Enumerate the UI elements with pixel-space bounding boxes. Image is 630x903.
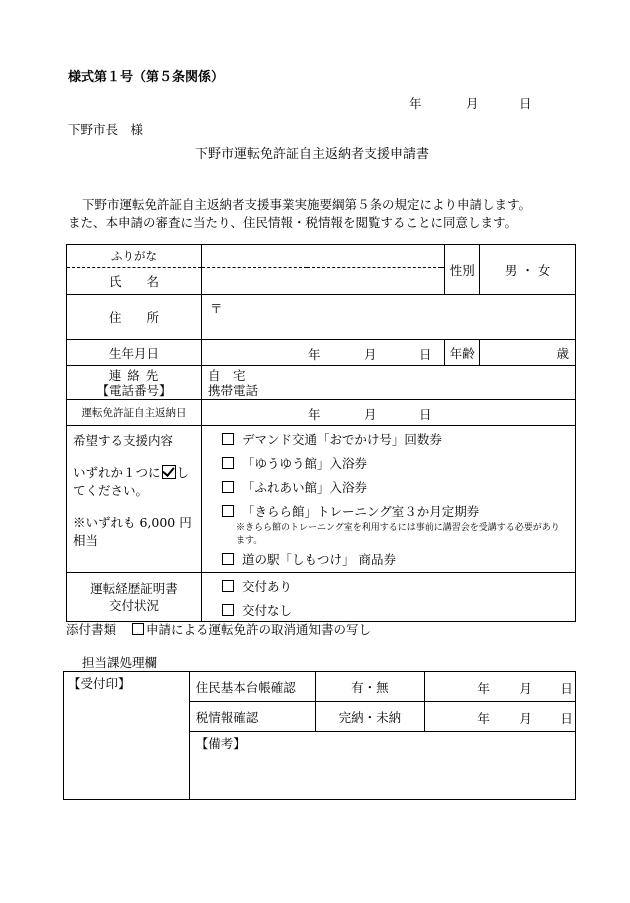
addressee: 下野市長 様 bbox=[68, 122, 144, 137]
age-label: 年齢 bbox=[445, 340, 480, 366]
received-stamp-label: 【受付印】 bbox=[68, 676, 131, 691]
resident-registry-status[interactable]: 有・無 bbox=[315, 672, 425, 702]
address-label: 住 所 bbox=[67, 295, 202, 340]
intro-line-2: また、本申請の審査に当たり、住民情報・税情報を閲覧することに同意します。 bbox=[68, 215, 518, 230]
remarks-cell[interactable] bbox=[189, 732, 575, 800]
checkbox-icon[interactable] bbox=[222, 505, 234, 517]
checkbox-icon[interactable] bbox=[132, 623, 144, 635]
birthdate-label: 生年月日 bbox=[67, 340, 202, 366]
surrender-date-label: 運転免許証自主返納日 bbox=[67, 400, 202, 426]
tax-year-label: 年 bbox=[477, 711, 490, 726]
support-instruction: いずれか１つに し bbox=[73, 465, 190, 480]
resident-registry-label: 住民基本台帳確認 bbox=[189, 672, 315, 702]
postal-mark: 〒 bbox=[209, 301, 223, 316]
intro-line-1: 下野市運転免許証自主返納者支援事業実施要綱第５条の規定により申請します。 bbox=[82, 197, 532, 212]
contact-label-line2: 【電話番号】 bbox=[96, 382, 172, 398]
document-title: 下野市運転免許証自主返納者支援申請書 bbox=[195, 147, 430, 162]
surrender-month-label: 月 bbox=[363, 407, 377, 422]
birthdate-input[interactable] bbox=[201, 340, 444, 366]
birth-year-label: 年 bbox=[307, 347, 321, 362]
driving-record-label-line1: 運転経歴証明書 bbox=[90, 581, 178, 596]
support-options-cell bbox=[201, 426, 575, 573]
furigana-input[interactable] bbox=[201, 245, 444, 268]
name-label: 氏 名 bbox=[67, 268, 202, 295]
support-option-fureai[interactable]: 「ふれあい館」入浴券 bbox=[202, 476, 575, 500]
driving-record-options bbox=[201, 573, 575, 622]
support-label-cell bbox=[67, 426, 202, 573]
support-note-2: 相当 bbox=[73, 533, 99, 548]
checkbox-icon[interactable] bbox=[222, 457, 234, 469]
checkbox-icon[interactable] bbox=[222, 553, 234, 565]
tax-info-status[interactable]: 完納・未納 bbox=[315, 702, 425, 732]
furigana-label: ふりがな bbox=[67, 245, 202, 268]
contact-label bbox=[67, 366, 202, 400]
registry-day-label: 日 bbox=[560, 681, 573, 696]
not-issued-option[interactable]: 交付なし bbox=[202, 597, 575, 619]
support-option-kirara[interactable]: 「きらら館」トレーニング室３か月定期券 bbox=[202, 500, 575, 522]
issued-option[interactable]: 交付あり bbox=[202, 575, 575, 597]
contact-input[interactable] bbox=[201, 366, 575, 400]
registry-month-label: 月 bbox=[519, 681, 532, 696]
sex-label: 性別 bbox=[445, 245, 480, 295]
kirara-note: ※きらら館のトレーニング室を利用するには事前に講習会を受講する必要があります。 bbox=[235, 523, 560, 546]
support-instruction-cont: てください。 bbox=[73, 483, 149, 498]
received-stamp-cell bbox=[64, 672, 190, 800]
application-form-table bbox=[66, 244, 576, 622]
birth-day-label: 日 bbox=[418, 347, 432, 362]
support-option-michinoeki[interactable]: 道の駅「しもつけ」 商品券 bbox=[202, 550, 575, 572]
support-label-title: 希望する支援内容 bbox=[73, 433, 174, 448]
surrender-date-input[interactable] bbox=[201, 400, 575, 426]
checkbox-icon[interactable] bbox=[222, 580, 234, 592]
address-input[interactable] bbox=[201, 295, 575, 340]
birth-month-label: 月 bbox=[363, 347, 377, 362]
attachments bbox=[66, 620, 371, 638]
date-year-label: 年 bbox=[409, 96, 422, 111]
form-number: 様式第１号（第５条関係） bbox=[68, 70, 225, 85]
home-phone-label: 自 宅 bbox=[207, 367, 246, 383]
date-month-label: 月 bbox=[466, 96, 479, 111]
support-option-demand[interactable]: デマンド交通「おでかけ号」回数券 bbox=[202, 428, 575, 452]
checkbox-icon[interactable] bbox=[222, 604, 234, 616]
surrender-day-label: 日 bbox=[418, 407, 432, 422]
attachments-item: 申請による運転免許の取消通知書の写し bbox=[145, 622, 371, 637]
age-unit: 歳 bbox=[556, 345, 569, 361]
tax-info-date[interactable] bbox=[425, 702, 576, 732]
processing-heading: 担当課処理欄 bbox=[82, 655, 158, 670]
tax-month-label: 月 bbox=[519, 711, 532, 726]
support-note-1: ※いずれも 6,000 円 bbox=[73, 515, 192, 530]
date-day-label: 日 bbox=[519, 96, 532, 111]
tax-info-label: 税情報確認 bbox=[189, 702, 315, 732]
checkbox-icon[interactable] bbox=[222, 481, 234, 493]
support-option-yuyu[interactable]: 「ゆうゆう館」入浴券 bbox=[202, 452, 575, 476]
processing-table bbox=[63, 671, 576, 800]
resident-registry-date[interactable] bbox=[425, 672, 576, 702]
tax-day-label: 日 bbox=[560, 711, 573, 726]
age-input[interactable] bbox=[480, 340, 576, 366]
driving-record-label-line2: 交付状況 bbox=[108, 598, 159, 613]
driving-record-label bbox=[67, 573, 202, 622]
surrender-year-label: 年 bbox=[307, 407, 321, 422]
checkbox-checked-icon bbox=[162, 465, 176, 479]
registry-year-label: 年 bbox=[477, 681, 490, 696]
name-input[interactable] bbox=[201, 268, 444, 295]
remarks-label: 【備考】 bbox=[195, 736, 246, 751]
sex-options[interactable]: 男 ・ 女 bbox=[480, 245, 576, 295]
checkbox-icon[interactable] bbox=[222, 433, 234, 445]
contact-label-line1: 連 絡 先 bbox=[108, 367, 160, 383]
mobile-phone-label: 携帯電話 bbox=[207, 382, 258, 398]
attachments-label: 添付書類 bbox=[66, 622, 117, 637]
